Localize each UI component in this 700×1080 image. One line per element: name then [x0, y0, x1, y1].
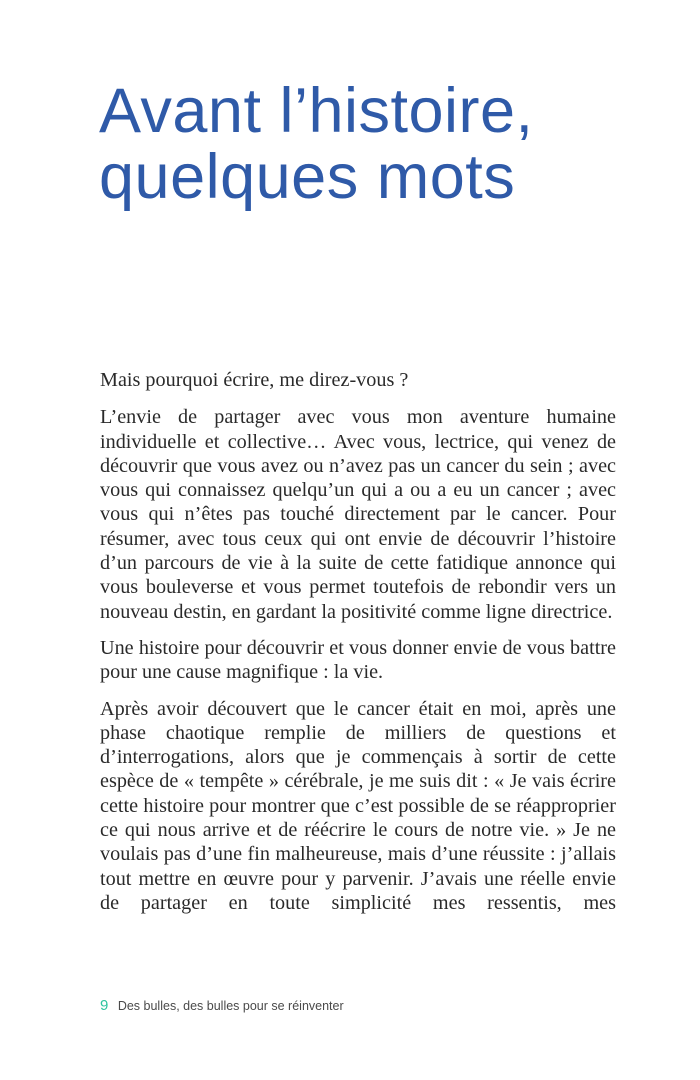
paragraph: Une histoire pour découvrir et vous donner envie de vous battre pour une cause magnifique : la vie. — [100, 636, 616, 684]
paragraph: Mais pourquoi écrire, me direz-vous ? — [100, 369, 409, 391]
chapter-body — [100, 368, 616, 927]
running-title: Des bulles, des bulles pour se réinventer — [117, 999, 344, 1013]
page-footer — [100, 997, 344, 1014]
paragraph: Après avoir découvert que le cancer était en moi, après une phase chaotique remplie de milliers de questions et d’interrogations, alors que je commençais à sortir de cette espèce de « tempête » cérébrale, je me suis dit : « Je vais écrire cette histoire pour montrer que c’est possible de se réapproprier ce qui nous arrive et de réécrire le cours de notre vie. » Je ne voulais pas d’une fin malheureuse, mais d’une réussite : j’allais tout mettre en œuvre pour y parvenir. J’avais une réelle envie de partager en toute simplicité mes ressentis, mes — [100, 697, 616, 914]
chapter-title: Avant l’histoire, quelques mots — [99, 76, 534, 212]
page-number: 9 — [100, 997, 109, 1014]
paragraph: L’envie de partager avec vous mon aventure humaine individuelle et collective… Avec vous, lectrice, qui venez de découvrir que vous avez ou n’avez pas un cancer du sein ; avec vous qui connaissez quelqu’un qui a ou a eu un cancer ; avec vous qui n’êtes pas touché directement par le cancer. Pour résumer, avec tous ceux qui ont envie de découvrir l’histoire d’un parcours de vie à la suite de cette fatidique annonce qui vous bouleverse et vous permet toutefois de rebondir vers un nouveau destin, en gardant la positivité comme ligne directrice. — [100, 406, 616, 623]
